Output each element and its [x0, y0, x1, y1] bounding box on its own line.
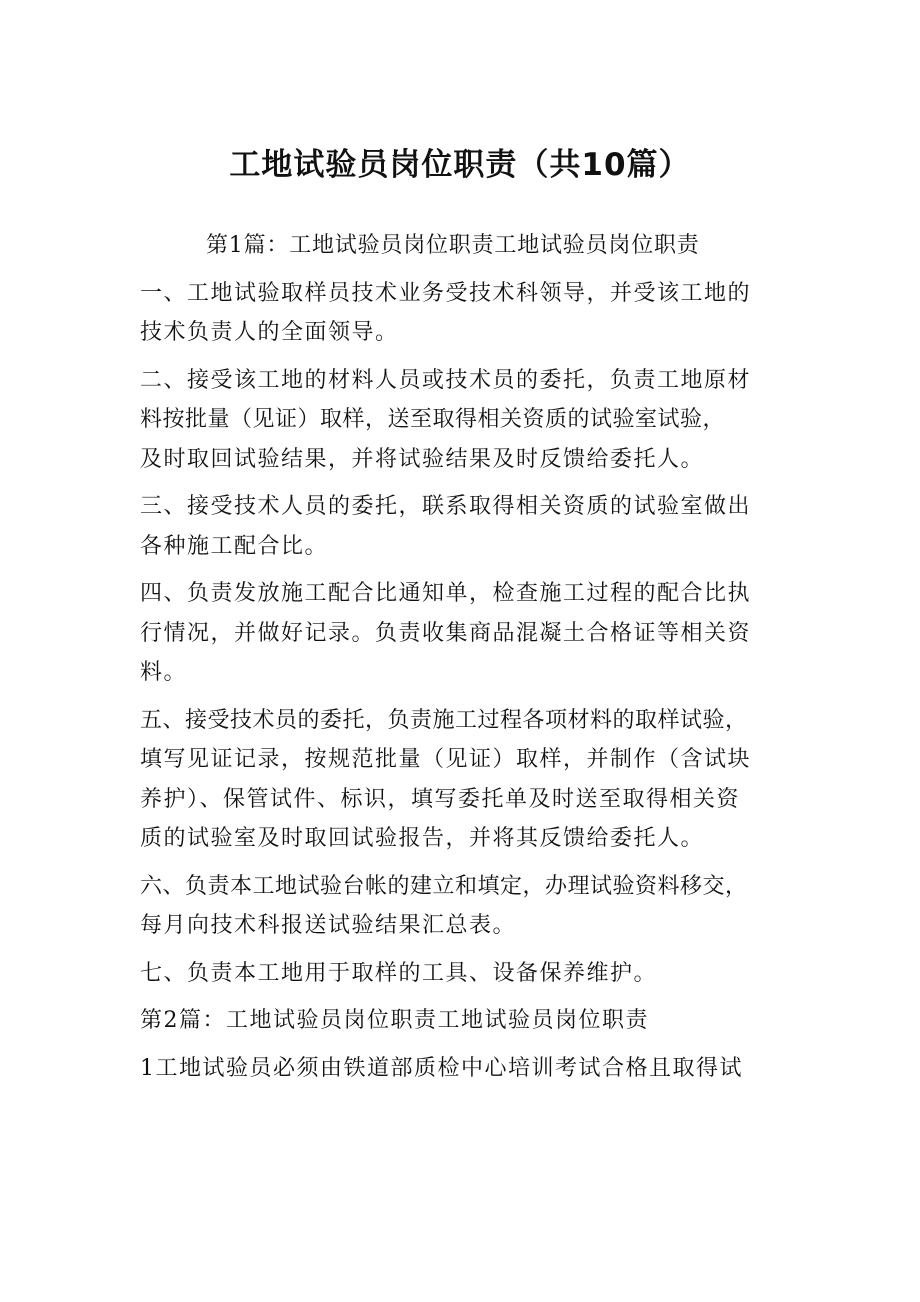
body-line: 养护）、保管试件、标识，填写委托单及时送至取得相关资 — [140, 786, 741, 812]
body-line: 填写见证记录，按规范批量（见证）取样，并制作（含试块 — [140, 747, 752, 772]
body-line: 一、工地试验取样员技术业务受技术科领导，并受该工地的 — [140, 280, 752, 306]
body-line: 料。 — [140, 660, 188, 685]
body-line: 各种施工配合比。 — [140, 533, 329, 559]
body-line: 四、负责发放施工配合比通知单，检查施工过程的配合比执 — [140, 581, 752, 606]
document-title: 工地试验员岗位职责（共10篇） — [229, 147, 691, 183]
section-heading-1: 第1篇：工地试验员岗位职责工地试验员岗位职责 — [206, 233, 700, 258]
body-line: 三、接受技术人员的委托，联系取得相关资质的试验室做出 — [140, 494, 752, 519]
body-line: 行情况，并做好记录。负责收集商品混凝土合格证等相关资 — [140, 620, 752, 646]
body-line: 七、负责本工地用于取样的工具、设备保养维护。 — [140, 960, 658, 986]
body-line: 技术负责人的全面领导。 — [140, 320, 399, 345]
body-line: 及时取回试验结果，并将试验结果及时反馈给委托人。 — [140, 446, 705, 472]
body-line: 1工地试验员必须由铁道部质检中心培训考试合格且取得试 — [140, 1055, 743, 1081]
section-heading-2: 第2篇：工地试验员岗位职责工地试验员岗位职责 — [140, 1008, 649, 1033]
body-line: 六、负责本工地试验台帐的建立和填定，办理试验资料移交， — [140, 873, 748, 899]
body-line: 料按批量（见证）取样，送至取得相关资质的试验室试验， — [140, 407, 726, 432]
body-line: 五、接受技术员的委托，负责施工过程各项材料的取样试验， — [140, 707, 748, 733]
document-body — [140, 226, 800, 1088]
body-line: 二、接受该工地的材料人员或技术员的委托，负责工地原材 — [140, 367, 752, 393]
body-line: 质的试验室及时取回试验报告，并将其反馈给委托人。 — [140, 826, 705, 851]
body-line: 每月向技术科报送试验结果汇总表。 — [140, 913, 517, 938]
